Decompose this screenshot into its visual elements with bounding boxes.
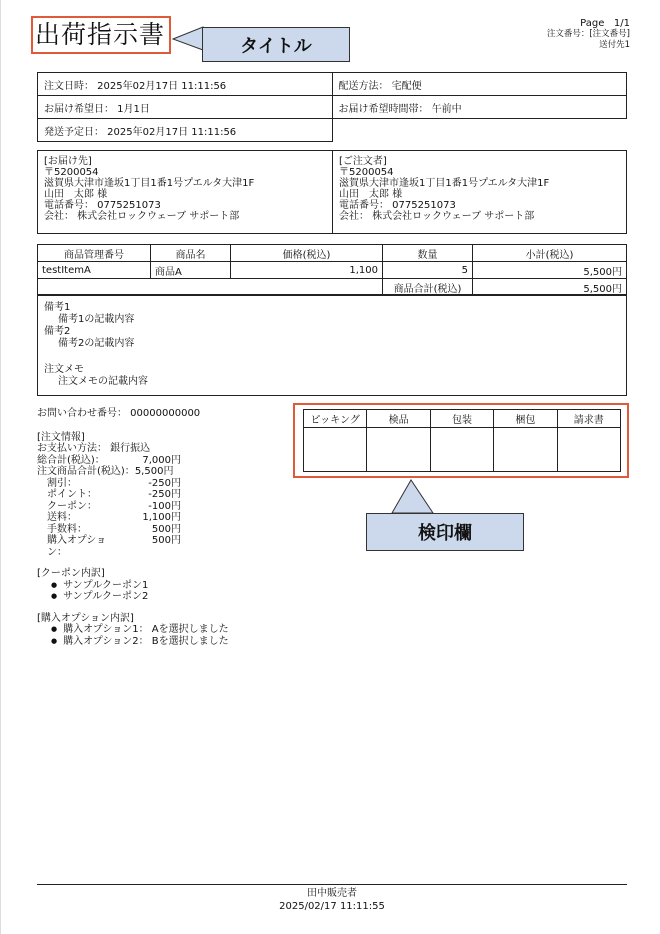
col-header-item-code: 商品管理番号 (38, 245, 151, 262)
orderer-phone: 電話番号： 0775251073 (339, 200, 456, 211)
grand-total-value: 7,000円 (142, 454, 181, 466)
summary-heading: [注文情報] (37, 431, 85, 443)
recipient-postal: 〒5200054 (44, 167, 99, 178)
handling-fee-label: 手数料： (47, 523, 87, 535)
memo-label: 注文メモ (44, 364, 84, 375)
shipping-fee-label: 送料： (47, 512, 77, 523)
destination-label: 送付先1 (599, 40, 630, 50)
memo-text: 注文メモの記載内容 (58, 376, 148, 387)
order-date: 注文日時： 2025年02月17日 11:11:56 (38, 73, 333, 96)
option-fee-label: 購入オプション： (47, 535, 107, 558)
cell-quantity: 5 (383, 262, 473, 279)
items-total-row (37, 466, 287, 478)
summary-line (37, 501, 287, 513)
delivery-date: お届け希望日： 1月1日 (38, 96, 333, 119)
col-header-price: 価格(税込) (231, 245, 383, 262)
list-item: ● サンプルクーポン2 (51, 591, 287, 603)
stamp-cell (557, 428, 620, 472)
items-total-label: 注文商品合計(税込)： (37, 466, 135, 477)
items-header-row (38, 245, 627, 262)
page-number: 1/1 (613, 18, 630, 29)
stamp-inspection: 検品 (367, 410, 430, 428)
stamp-cell (367, 428, 430, 472)
shipping-method: 配送方法： 宅配便 (332, 73, 627, 96)
remark1-label: 備考1 (44, 302, 71, 313)
stamp-picking: ピッキング (304, 410, 367, 428)
orderer-postal: 〒5200054 (339, 167, 394, 178)
stamp-packing: 梱包 (494, 410, 557, 428)
list-item: ● 購入オプション2： Bを選択しました (51, 636, 287, 648)
coupon-label: クーポン： (47, 500, 97, 512)
page-info (547, 18, 630, 51)
stamp-table (303, 409, 621, 472)
payment-method: お支払い方法： 銀行振込 (37, 443, 151, 454)
stamp-cell (304, 428, 367, 472)
footer-datetime: 2025/02/17 11:11:55 (279, 901, 385, 912)
summary-line (37, 512, 287, 524)
total-spacer (38, 279, 383, 296)
orderer-company: 会社： 株式会社ロックウェーブ サポート部 (339, 211, 535, 222)
col-header-quantity: 数量 (383, 245, 473, 262)
items-table (37, 244, 627, 296)
coupon-breakdown-heading: [クーポン内訳] (37, 568, 105, 579)
summary-line (37, 489, 287, 501)
stamp-cell (494, 428, 557, 472)
points-label: ポイント： (47, 489, 97, 500)
table-row (38, 262, 627, 279)
discount-label: 割引： (47, 477, 77, 489)
items-total-value: 5,500円 (134, 466, 174, 477)
footer-seller: 田中販売者 (307, 888, 357, 899)
stamp-invoice: 請求書 (557, 410, 620, 428)
remark1-text: 備考1の記載内容 (58, 314, 135, 325)
total-value: 5,500円 (473, 279, 627, 296)
ship-date: 発送予定日： 2025年02月17日 11:11:56 (38, 119, 333, 142)
address-block (37, 150, 627, 234)
stamp-callout: 検印欄 (366, 513, 524, 551)
orderer-name: 山田 太郎 様 (339, 189, 403, 200)
footer (37, 887, 627, 913)
list-item: ● 購入オプション1： Aを選択しました (51, 624, 287, 636)
empty-cell (332, 119, 627, 142)
orderer-street: 滋賀県大津市逢坂1丁目1番1号プエルタ大津1F (339, 178, 550, 189)
order-info-table (37, 72, 627, 142)
handling-fee-value: 500円 (151, 523, 181, 535)
grand-total-label: 総合計(税込)： (37, 454, 105, 466)
list-item: ● サンプルクーポン1 (51, 580, 287, 592)
cell-price: 1,100 (231, 262, 383, 279)
order-summary (37, 408, 287, 647)
cell-subtotal: 5,500円 (473, 262, 627, 279)
col-header-item-name: 商品名 (151, 245, 231, 262)
recipient-address (38, 151, 332, 233)
summary-line (37, 478, 287, 490)
total-row (38, 279, 627, 296)
title-callout: タイトル (202, 27, 350, 62)
col-header-subtotal: 小計(税込) (473, 245, 627, 262)
coupon-list (37, 580, 287, 603)
recipient-heading: [お届け先] (44, 156, 92, 167)
cell-item-name: 商品A (151, 262, 231, 279)
recipient-company: 会社： 株式会社ロックウェーブ サポート部 (44, 211, 240, 222)
summary-line (37, 524, 287, 536)
remark2-text: 備考2の記載内容 (58, 338, 135, 349)
option-list (37, 624, 287, 647)
orderer-address (332, 151, 626, 233)
recipient-phone: 電話番号： 0775251073 (44, 200, 161, 211)
coupon-value: -100円 (148, 500, 181, 512)
stamp-cell (430, 428, 493, 472)
recipient-street: 滋賀県大津市逢坂1丁目1番1号プエルタ大津1F (44, 178, 255, 189)
cell-item-code: testItemA (38, 262, 151, 279)
document-title: 出荷指示書 (31, 16, 171, 54)
remarks-box (37, 294, 627, 396)
inquiry-number: お問い合わせ番号： 00000000000 (37, 408, 201, 419)
page-label: Page (580, 18, 605, 29)
orderer-heading: [ご注文者] (339, 156, 387, 167)
option-fee-value: 500円 (151, 535, 181, 546)
points-value: -250円 (148, 489, 181, 500)
footer-divider (37, 884, 627, 885)
shipping-fee-value: 1,100円 (142, 512, 181, 523)
remark2-label: 備考2 (44, 326, 71, 337)
option-breakdown-heading: [購入オプション内訳] (37, 612, 134, 624)
stamp-wrapping: 包装 (430, 410, 493, 428)
summary-line (37, 535, 287, 558)
recipient-name: 山田 太郎 様 (44, 189, 108, 200)
order-number-line: 注文番号：[注文番号] (546, 29, 630, 39)
grand-total-row (37, 455, 287, 467)
discount-value: -250円 (148, 477, 181, 489)
delivery-time: お届け希望時間帯： 午前中 (332, 96, 627, 119)
stamp-highlight (293, 403, 629, 478)
total-label: 商品合計(税込) (383, 279, 473, 296)
